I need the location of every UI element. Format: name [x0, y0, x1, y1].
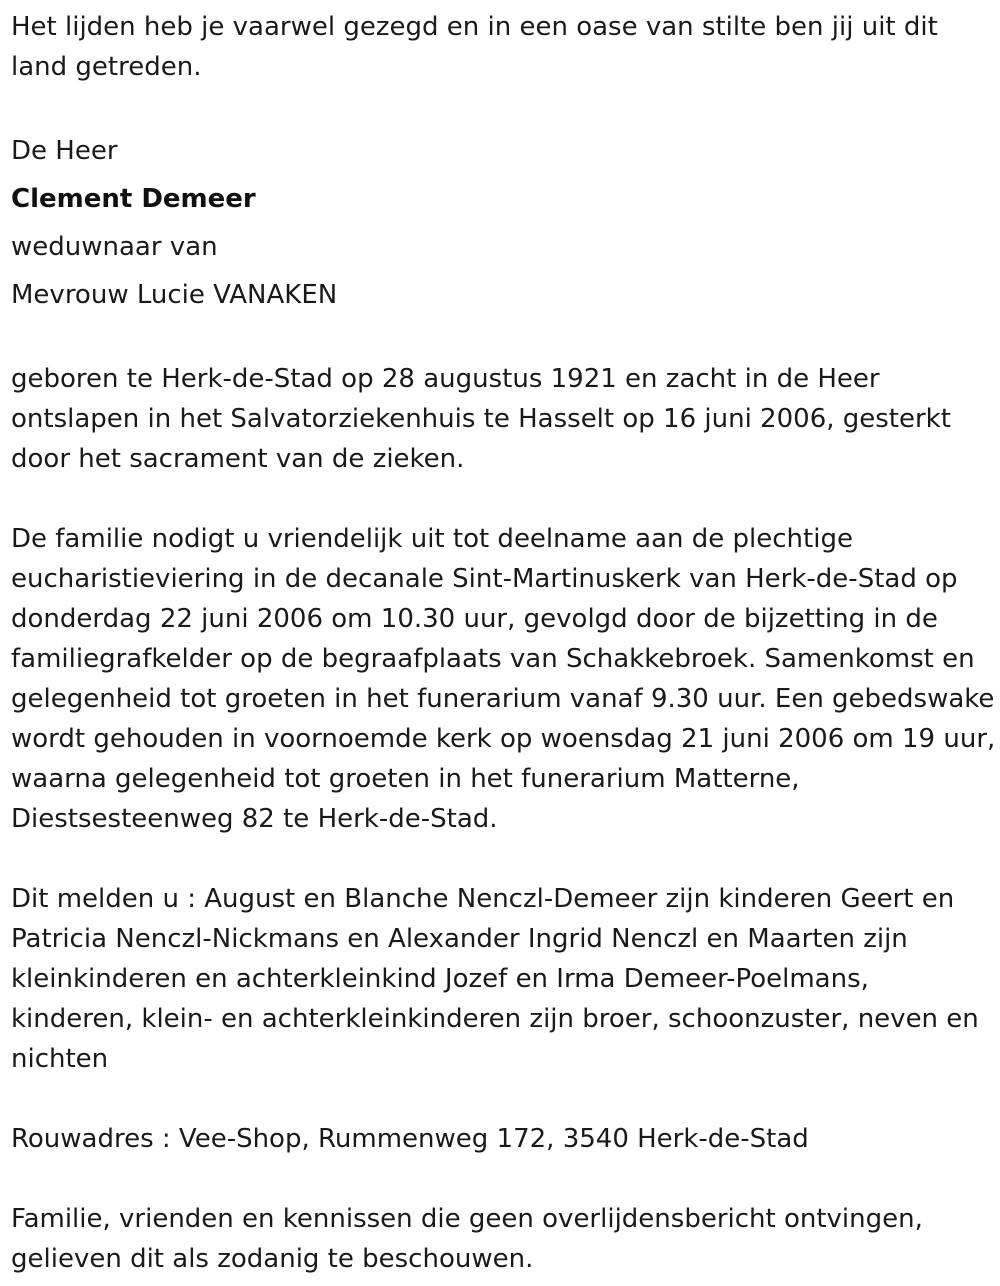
- announcers-text: Dit melden u : August en Blanche Nenczl-Demeer zijn kinderen Geert en Patricia Nenczl-Nickmans en Alexander Ingrid Nenczl en Maarten zijn kleinkinderen en achterkleinkind Jozef en Irma Demeer-Poelmans, kinderen, klein- en achterkleinkinderen zijn broer, schoonzuster, neven en nichten: [11, 884, 979, 1074]
- ceremony-text: De familie nodigt u vriendelijk uit tot deelname aan de plechtige eucharistieviering in de decanale Sint-Martinuskerk van Herk-de-Stad op donderdag 22 juni 2006 om 10.30 uur, gevolgd door de bijzetting in de familiegrafkelder op de begraafplaats van Schakkebroek. Samenkomst en gelegenheid tot groeten in het funerarium vanaf 9.30 uur. Een gebedswake wordt gehouden in voornoemde kerk op woensdag 21 juni 2006 om 19 uur, waarna gelegenheid tot groeten in het funerarium Matterne, Diestsesteenweg 82 te Herk-de-Stad.: [11, 524, 996, 834]
- widower-label: weduwnaar van: [11, 232, 218, 262]
- closing-text: Familie, vrienden en kennissen die geen overlijdensbericht ontvingen, gelieven dit als zodanig te beschouwen.: [11, 1204, 923, 1274]
- birth-death-text: geboren te Herk-de-Stad op 28 augustus 1921 en zacht in de Heer ontslapen in het Salvatorziekenhuis te Hasselt op 16 juni 2006, gesterkt door het sacrament van de zieken.: [11, 364, 951, 474]
- obituary-document: [11, 7, 996, 1279]
- mourning-address: Rouwadres : Vee-Shop, Rummenweg 172, 3540 Herk-de-Stad: [11, 1124, 809, 1154]
- spouse-name: Mevrouw Lucie VANAKEN: [11, 280, 338, 310]
- honorific: De Heer: [11, 136, 118, 166]
- intro-text: Het lijden heb je vaarwel gezegd en in een oase van stilte ben jij uit dit land getreden.: [11, 12, 938, 82]
- deceased-name: Clement Demeer: [11, 184, 256, 214]
